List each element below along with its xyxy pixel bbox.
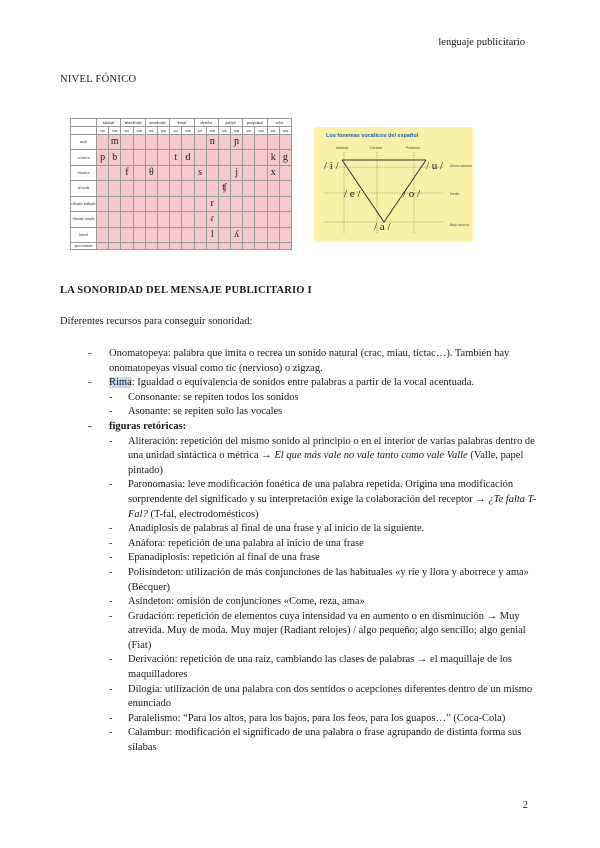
vowel-e: / e /: [344, 188, 361, 200]
table-cell: [182, 196, 194, 211]
table-cell: [194, 150, 206, 165]
table-cell: [243, 165, 255, 180]
row-label: aproximante: [71, 242, 97, 249]
table-subheader: sor: [218, 127, 230, 135]
table-cell: [182, 165, 194, 180]
highlighted-word: Rima: [109, 377, 132, 389]
table-cell: [170, 165, 182, 180]
row-label: lateral: [71, 227, 97, 242]
table-cell: [279, 196, 291, 211]
table-column-header: velar: [267, 119, 291, 127]
table-cell: [255, 150, 267, 165]
table-cell: [133, 242, 145, 249]
table-cell: [255, 242, 267, 249]
table-subheader: sor: [97, 127, 109, 135]
table-cell: [206, 181, 218, 196]
table-column-header: bilabial: [97, 119, 121, 127]
table-cell: [206, 150, 218, 165]
table-cell: [121, 196, 133, 211]
row-label: vibrante múltiple: [71, 196, 97, 211]
table-cell: [109, 165, 121, 180]
table-cell: [109, 242, 121, 249]
table-cell: [243, 227, 255, 242]
table-cell: [145, 196, 157, 211]
table-cell: [231, 150, 243, 165]
table-cell: [97, 212, 109, 227]
table-cell: [182, 135, 194, 150]
table-cell: [231, 196, 243, 211]
table-subheader: son: [182, 127, 194, 135]
table-cell: [255, 212, 267, 227]
list-item-epanadiplosis: - Epanadiplosis: repetición al final de una frase: [109, 552, 320, 564]
table-cell: [109, 212, 121, 227]
table-cell: [194, 196, 206, 211]
table-cell: [279, 212, 291, 227]
table-cell: t: [170, 150, 182, 165]
table-cell: [170, 196, 182, 211]
table-cell: k: [267, 150, 279, 165]
table-subheader: son: [206, 127, 218, 135]
table-cell: j: [231, 165, 243, 180]
rima-sublist: [109, 391, 548, 420]
list-item-anadiplosis: - Anadiplosis de palabras al final de una frase y al inicio de la siguiente.: [109, 523, 425, 535]
table-cell: [170, 181, 182, 196]
table-cell: [157, 135, 169, 150]
page-number: 2: [522, 800, 528, 811]
table-cell: d: [182, 150, 194, 165]
main-heading: LA SONORIDAD DEL MENSAJE PUBLICITARIO I: [60, 285, 312, 296]
table-subheader: sor: [267, 127, 279, 135]
table-row: [71, 150, 292, 165]
table-cell: [218, 135, 230, 150]
row-label: nasal: [71, 135, 97, 150]
list-item-paronomasia: - Paronomasia: leve modificación fonética de una palabra repetida. Origina una modificación sorprendente del significado y su interpretación exige la colaboración del receptor → ¿Te falta T-Fal? (T-fal, electrodomésticos): [109, 479, 537, 520]
table-cell: [218, 150, 230, 165]
table-cell: [243, 150, 255, 165]
table-cell: [267, 242, 279, 249]
table-cell: [121, 212, 133, 227]
figuras-sublist: [109, 435, 548, 756]
table-cell: [145, 135, 157, 150]
list-item-derivacion: - Derivación: repetición de una raíz, cambiando las clases de palabras → el maquillaje de los maquilladores: [109, 654, 512, 681]
table-row: [71, 165, 292, 180]
col-anterior: Anterior: [336, 146, 349, 150]
list-item-calambur: - Calambur: modificación el significado de una palabra o frase agrupando de distinta forma sus sílabas: [109, 727, 522, 754]
table-subheader: sor: [121, 127, 133, 135]
table-cell: [267, 212, 279, 227]
table-cell: s: [194, 165, 206, 180]
table-cell: [145, 181, 157, 196]
table-cell: g: [279, 150, 291, 165]
table-subheader: son: [157, 127, 169, 135]
table-cell: [109, 181, 121, 196]
table-cell: [182, 212, 194, 227]
table-cell: [231, 181, 243, 196]
table-cell: [145, 150, 157, 165]
table-cell: [121, 242, 133, 249]
table-cell: [121, 135, 133, 150]
table-cell: [133, 150, 145, 165]
table-cell: [243, 181, 255, 196]
table-subheader: sor: [194, 127, 206, 135]
table-cell: [231, 212, 243, 227]
table-row: [71, 181, 292, 196]
table-subheader: son: [279, 127, 291, 135]
col-posterior: Posterior: [406, 146, 421, 150]
list-item-asindeton: - Asíndeton: omisión de conjunciones «Come, reza, ama»: [109, 596, 365, 608]
table-cell: [97, 135, 109, 150]
table-cell: [170, 212, 182, 227]
table-cell: [255, 135, 267, 150]
table-column-header: labiodental: [121, 119, 145, 127]
table-cell: [133, 165, 145, 180]
table-cell: ɾ: [206, 212, 218, 227]
table-cell: [194, 242, 206, 249]
table-cell: [194, 135, 206, 150]
table-cell: [97, 165, 109, 180]
table-row: [71, 212, 292, 227]
table-subheader: son: [109, 127, 121, 135]
table-cell: [121, 227, 133, 242]
table-cell: r: [206, 196, 218, 211]
table-cell: b: [109, 150, 121, 165]
table-cell: [133, 181, 145, 196]
table-cell: [145, 212, 157, 227]
table-row: [71, 135, 292, 150]
table-cell: [182, 181, 194, 196]
vowel-a: / a /: [374, 221, 391, 233]
vowel-u: / u /: [426, 160, 444, 172]
list-item-gradacion: - Gradación: repetición de elementos cuya intensidad va en aumento o en disminución → Muy atrevida. Muy de moda. Muy mujer (Radiant relojes) / algo pequeño; algo sencillo; algo genial (Fiat): [109, 610, 526, 651]
running-header: lenguaje publicitario: [438, 37, 525, 48]
intro-text: Diferentes recursos para conseguir sonoridad:: [60, 316, 253, 327]
table-cell: [157, 227, 169, 242]
table-cell: [97, 242, 109, 249]
list-item-aliteracion: - Aliteración: repetición del mismo sonido al principio o en el interior de varias palabras dentro de una unidad sintáctica o métrica → El que más vale no vale tanto como vale Valle (Valle, papel pintado): [109, 435, 535, 476]
list-item-dilogia: - Dilogía: utilización de una palabra con dos sentidos o acepciones diferentes dentro de un mismo enunciado: [109, 683, 533, 710]
list-item-anafora: - Anáfora: repetición de una palabra al inicio de una frase: [109, 537, 364, 549]
row-media: Media: [450, 192, 460, 196]
table-cell: [218, 212, 230, 227]
table-subheader: son: [133, 127, 145, 135]
table-cell: [279, 242, 291, 249]
table-cell: [267, 196, 279, 211]
table-cell: θ: [145, 165, 157, 180]
table-subheader: sor: [243, 127, 255, 135]
table-cell: [279, 227, 291, 242]
table-cell: [243, 212, 255, 227]
table-subheader: son: [231, 127, 243, 135]
col-central: Central: [370, 146, 382, 150]
table-cell: l: [206, 227, 218, 242]
table-subheader: son: [255, 127, 267, 135]
table-cell: [194, 212, 206, 227]
row-label: africada: [71, 181, 97, 196]
list-item-paralelismo: - Paralelismo: “Para los altos, para los bajos, para los feos, para los guapos…” (Coca-Cola): [109, 712, 506, 724]
table-cell: n: [206, 135, 218, 150]
diagram-title: Los fonemas vocálicos del español: [326, 133, 419, 139]
consonant-table: [70, 118, 292, 250]
table-column-header: dental: [170, 119, 194, 127]
table-cell: [157, 165, 169, 180]
table-cell: [97, 227, 109, 242]
table-cell: [109, 196, 121, 211]
table-cell: [170, 227, 182, 242]
table-row: [71, 242, 292, 249]
table-cell: p: [97, 150, 109, 165]
table-cell: [267, 181, 279, 196]
table-cell: [97, 196, 109, 211]
table-cell: [206, 165, 218, 180]
vowel-o: / o /: [403, 188, 421, 200]
table-column-header: postpalatal: [243, 119, 267, 127]
vowel-i: / i /: [324, 160, 339, 172]
list-item-rima: - Rima: Igualdad o equivalencia de sonidos entre palabras a partir de la vocal acentuada.: [88, 377, 475, 389]
table-cell: [133, 135, 145, 150]
table-cell: [243, 196, 255, 211]
table-cell: [218, 227, 230, 242]
table-cell: [218, 165, 230, 180]
row-label: oclusiva: [71, 150, 97, 165]
table-cell: [267, 227, 279, 242]
table-row: [71, 196, 292, 211]
resource-list: [88, 347, 548, 756]
list-item-consonante: - Consonante: se repiten todos los sonidos: [109, 391, 299, 403]
table-cell: [255, 227, 267, 242]
table-column-header: interdental: [145, 119, 169, 127]
table-cell: [145, 227, 157, 242]
table-subheader: sor: [145, 127, 157, 135]
table-cell: [218, 196, 230, 211]
table-cell: f: [121, 165, 133, 180]
table-cell: [109, 227, 121, 242]
table-cell: [267, 135, 279, 150]
table-cell: [133, 212, 145, 227]
table-cell: [170, 135, 182, 150]
vowel-diagram: [314, 127, 473, 241]
table-column-header: palatal: [218, 119, 242, 127]
table-cell: [97, 181, 109, 196]
table-cell: [255, 196, 267, 211]
list-item-figuras: - figuras retóricas:: [88, 420, 187, 432]
table-cell: [157, 196, 169, 211]
table-subheader: sor: [170, 127, 182, 135]
table-cell: [157, 150, 169, 165]
table-cell: [133, 196, 145, 211]
table-cell: ɲ: [231, 135, 243, 150]
table-cell: [243, 135, 255, 150]
table-cell: [194, 181, 206, 196]
table-cell: [157, 242, 169, 249]
table-cell: [218, 242, 230, 249]
table-cell: [194, 227, 206, 242]
table-cell: m: [109, 135, 121, 150]
table-cell: [255, 181, 267, 196]
table-cell: [231, 242, 243, 249]
table-cell: [133, 227, 145, 242]
table-cell: [279, 165, 291, 180]
table-cell: x: [267, 165, 279, 180]
row-baja: Baja mínima: [450, 223, 469, 227]
table-cell: [182, 227, 194, 242]
table-cell: [279, 135, 291, 150]
table-corner: [71, 119, 97, 127]
table-cell: [157, 212, 169, 227]
table-cell: [279, 181, 291, 196]
table-cell: [121, 150, 133, 165]
table-cell: ʧ: [218, 181, 230, 196]
table-row: [71, 227, 292, 242]
table-cell: [121, 181, 133, 196]
table-cell: ʎ: [231, 227, 243, 242]
row-label: vibrante simple: [71, 212, 97, 227]
list-item-onomatopeya: - Onomatopeya: palabra que imita o recrea un sonido natural (crac, miau, tictac…). También hay onomatopeyas visual como tic (nervioso) o zigzag.: [88, 348, 510, 374]
table-cell: [255, 165, 267, 180]
table-column-header: alveolar: [194, 119, 218, 127]
table-cell: [206, 242, 218, 249]
section-title: NIVEL FÓNICO: [60, 74, 137, 85]
table-cell: [243, 242, 255, 249]
list-item-asonante: - Asonante: se repiten solo las vocales: [109, 406, 283, 418]
list-item-polisindeton: - Polisíndeton: utilización de más conjunciones de las habituales «y ríe y llora y aborrece y ama» (Bécquer): [109, 566, 529, 593]
table-cell: [182, 242, 194, 249]
row-alta: Altura máxima: [450, 164, 472, 168]
table-cell: [170, 242, 182, 249]
table-corner: [71, 127, 97, 135]
table-cell: [145, 242, 157, 249]
row-label: fricativa: [71, 165, 97, 180]
table-cell: [157, 181, 169, 196]
